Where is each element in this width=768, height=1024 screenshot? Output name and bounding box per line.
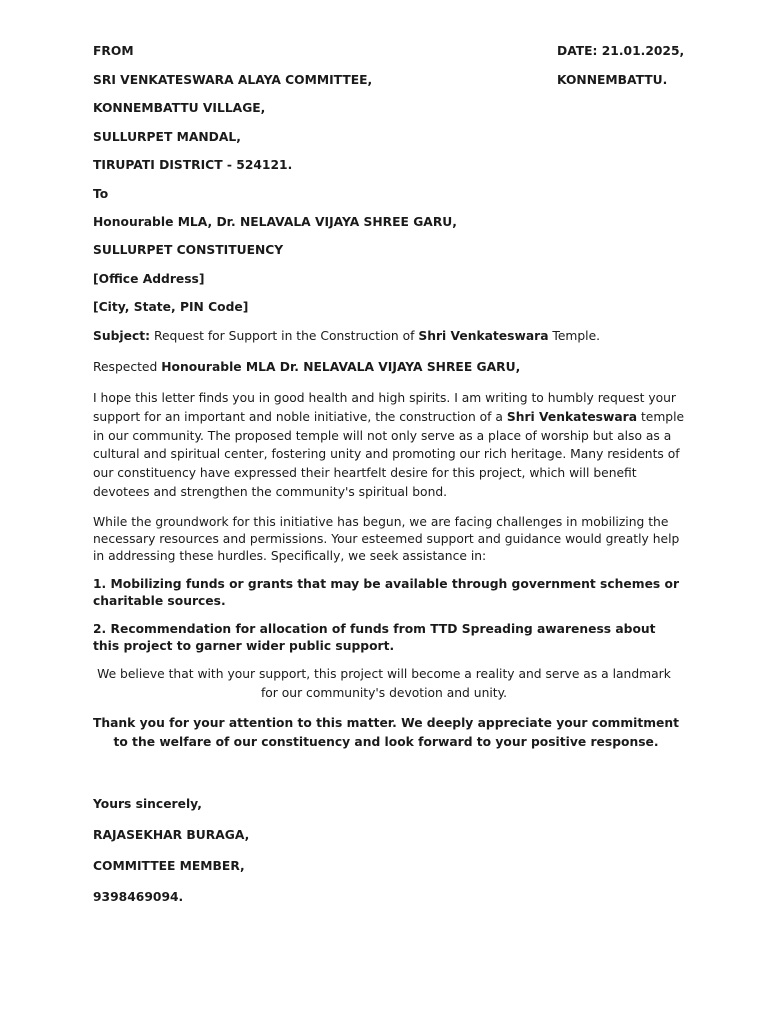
signer-phone: 9398469094. bbox=[93, 890, 184, 904]
subject-bold: Shri Venkateswara bbox=[418, 329, 549, 343]
request-item-2: 2. Recommendation for allocation of funds from TTD Spreading awareness about this project to garner wider public support. bbox=[93, 622, 656, 653]
recipient-line-3: [Office Address] bbox=[93, 272, 205, 286]
recipient-line-2: SULLURPET CONSTITUENCY bbox=[93, 243, 284, 257]
body-paragraph-1 bbox=[93, 389, 685, 502]
letter-date: DATE: 21.01.2025, bbox=[557, 44, 685, 58]
recipient-line-4: [City, State, PIN Code] bbox=[93, 300, 249, 314]
subject-line bbox=[93, 328, 600, 345]
sender-line-1: SRI VENKATESWARA ALAYA COMMITTEE, bbox=[93, 73, 373, 87]
sign-off: Yours sincerely, bbox=[93, 797, 202, 811]
body-paragraph-2: While the groundwork for this initiative has begun, we are facing challenges in mobilizing the necessary resources and permissions. Your esteemed support and guidance would greatly help in addressing these hurdles. Specifically, we seek assistance in: bbox=[93, 515, 680, 563]
signer-name: RAJASEKHAR BURAGA, bbox=[93, 828, 250, 842]
subject-text-1: Request for Support in the Construction of bbox=[150, 329, 419, 343]
p1-part-2: temple in our community. The proposed temple will not only serve as a place of worship but also as a cultural and spiritual center, fostering unity and promoting our rich heritage. Many residents of our constituency have expressed their heartfelt desire for this project, which will benefit devotees and strengthen the community's spiritual bond. bbox=[93, 409, 685, 499]
recipient-line-1: Honourable MLA, Dr. NELAVALA VIJAYA SHREE GARU, bbox=[93, 215, 457, 229]
salutation bbox=[93, 359, 520, 376]
subject-text-2: Temple. bbox=[548, 329, 601, 343]
sender-line-2: KONNEMBATTU VILLAGE, bbox=[93, 101, 266, 115]
subject-label: Subject: bbox=[93, 329, 151, 343]
sender-line-3: SULLURPET MANDAL, bbox=[93, 130, 241, 144]
sender-line-4: TIRUPATI DISTRICT - 524121. bbox=[93, 158, 293, 172]
thanks-paragraph: Thank you for your attention to this matter. We deeply appreciate your commitment to the welfare of our constituency and look forward to your positive response. bbox=[92, 716, 680, 749]
salutation-name: Honourable MLA Dr. NELAVALA VIJAYA SHREE GARU, bbox=[161, 360, 521, 374]
belief-paragraph: We believe that with your support, this project will become a reality and serve as a landmark for our community's devotion and unity. bbox=[97, 667, 671, 700]
signer-role: COMMITTEE MEMBER, bbox=[93, 859, 245, 873]
to-label: To bbox=[93, 187, 109, 201]
letter-place: KONNEMBATTU. bbox=[557, 73, 668, 87]
p1-bold: Shri Venkateswara bbox=[506, 409, 638, 424]
request-item-1: 1. Mobilizing funds or grants that may be available through government schemes or charitable sources. bbox=[93, 577, 680, 608]
from-label: FROM bbox=[93, 44, 134, 58]
p1-part-1: I hope this letter finds you in good health and high spirits. I am writing to humbly request your support for an important and noble initiative, the construction of a bbox=[93, 391, 676, 424]
salutation-prefix: Respected bbox=[93, 360, 162, 374]
